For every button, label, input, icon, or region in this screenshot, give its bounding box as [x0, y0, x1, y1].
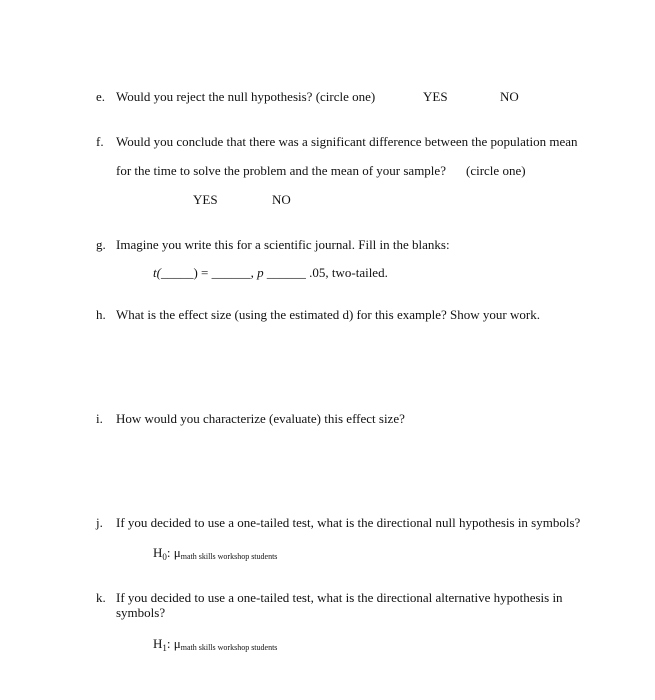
question-g-text: Imagine you write this for a scientific journal. Fill in the blanks:	[116, 237, 450, 252]
alpha-tail: .05, two-tailed.	[309, 265, 388, 280]
question-i-label: i.	[96, 411, 103, 426]
colon: :	[166, 545, 171, 560]
question-k-text-line2: symbols?	[116, 605, 166, 620]
question-f-text-line1: Would you conclude that there was a significant difference between the population mean	[116, 134, 578, 149]
question-g-apa-format	[153, 265, 388, 281]
t-open: t(	[153, 265, 161, 280]
df-blank[interactable]: _____	[160, 265, 194, 280]
mu-symbol: μ	[173, 545, 181, 560]
question-f-no-option[interactable]: NO	[272, 192, 291, 207]
question-g-label: g.	[96, 237, 106, 252]
question-e-yes-option[interactable]: YES	[423, 89, 448, 104]
question-k-text-line1: If you decided to use a one-tailed test, what is the directional alternative hypothesis in	[116, 590, 563, 605]
alt-hypothesis-expression	[153, 636, 277, 654]
mu-subscript: math skills workshop students	[180, 552, 278, 561]
question-h-label: h.	[96, 307, 106, 322]
mu-subscript: math skills workshop students	[180, 643, 278, 652]
t-value-blank[interactable]: ______	[211, 265, 251, 280]
mu-symbol: μ	[173, 636, 181, 651]
p-symbol: p	[257, 265, 264, 280]
question-j-label: j.	[96, 515, 103, 530]
p-relation-blank[interactable]: ______	[263, 265, 310, 280]
question-e-text: Would you reject the null hypothesis? (circle one)	[116, 89, 376, 104]
h-symbol: H	[153, 545, 163, 560]
question-f-yes-option[interactable]: YES	[193, 192, 218, 207]
question-f-label: f.	[96, 134, 104, 149]
h-symbol: H	[153, 636, 163, 651]
null-hypothesis-expression	[153, 545, 277, 563]
question-k-label: k.	[96, 590, 106, 605]
question-f-circle-note: (circle one)	[466, 163, 526, 178]
equals: ) =	[193, 265, 212, 280]
question-h-text: What is the effect size (using the estimated d) for this example? Show your work.	[116, 307, 540, 322]
h-subscript: 1	[162, 643, 167, 653]
question-e-label: e.	[96, 89, 106, 104]
comma: ,	[250, 265, 258, 280]
question-f-text-line2: for the time to solve the problem and the mean of your sample?	[116, 163, 446, 178]
colon: :	[166, 636, 171, 651]
question-i-text: How would you characterize (evaluate) this effect size?	[116, 411, 405, 426]
h-subscript: 0	[162, 552, 167, 562]
question-e-no-option[interactable]: NO	[500, 89, 519, 104]
question-j-text: If you decided to use a one-tailed test, what is the directional null hypothesis in symbols?	[116, 515, 581, 530]
